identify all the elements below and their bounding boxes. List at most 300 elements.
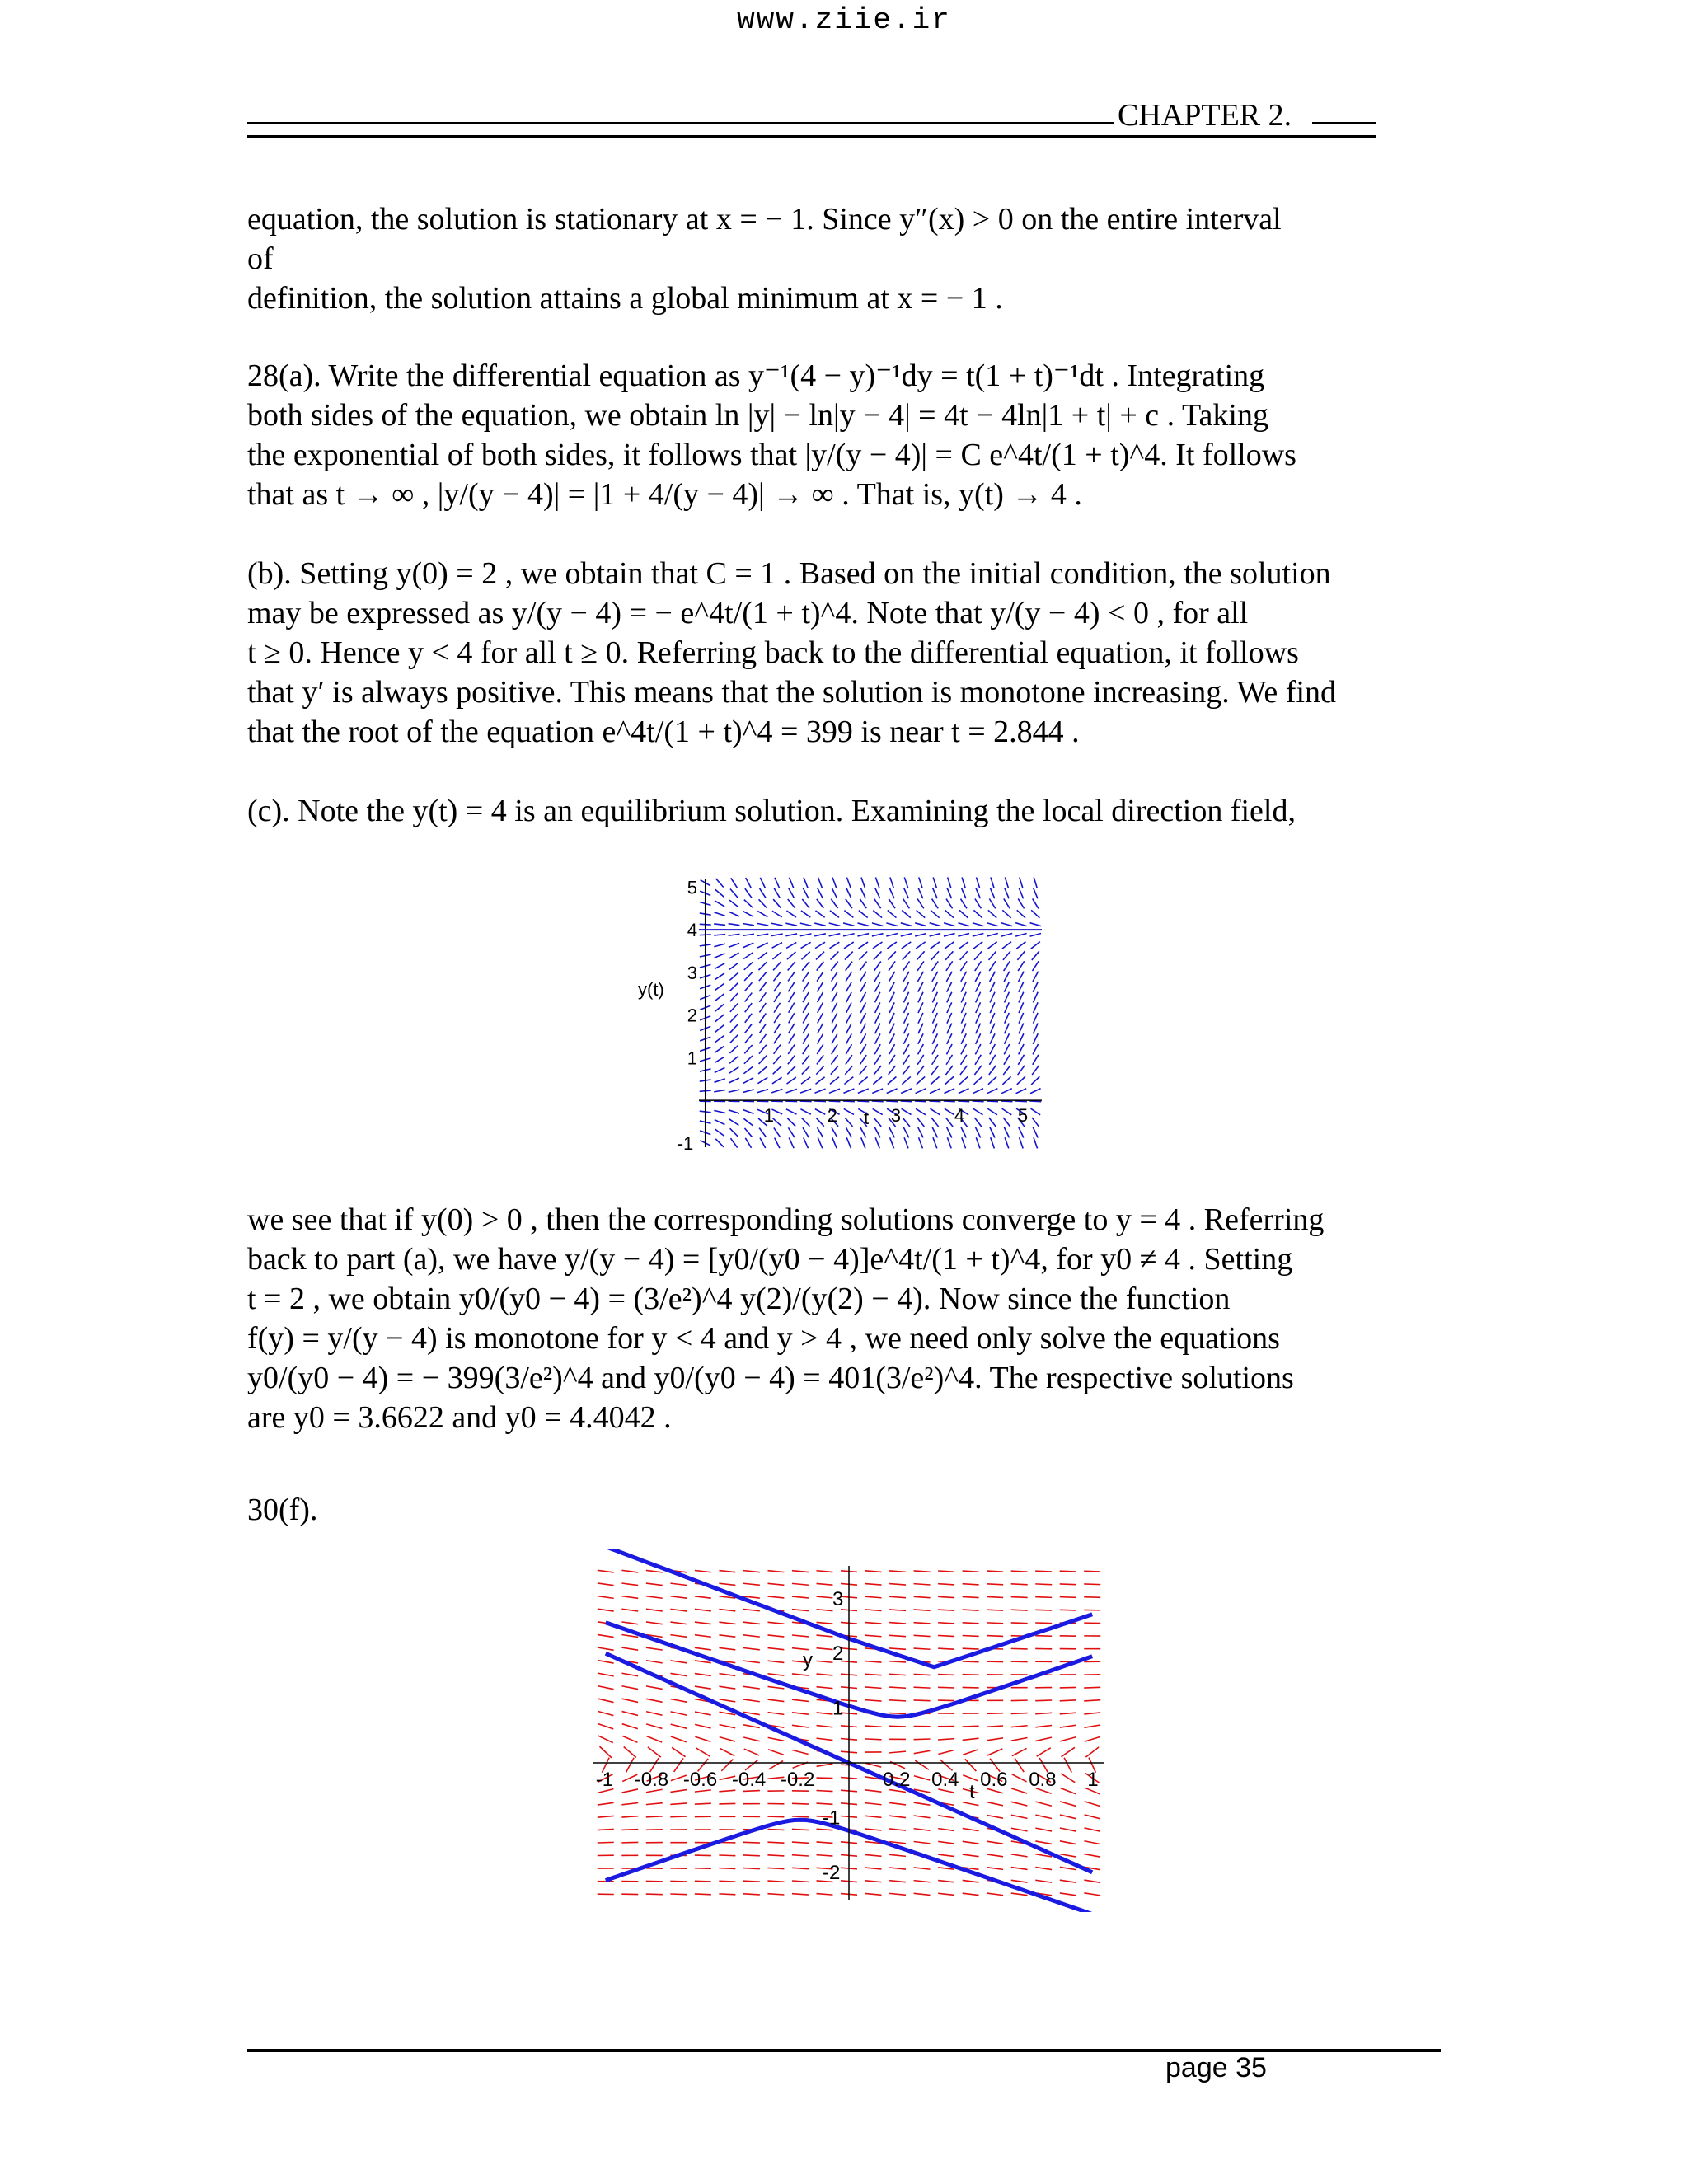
field-arrow <box>715 1025 724 1033</box>
field-arrow <box>932 1024 937 1034</box>
field-arrow <box>976 992 981 1003</box>
field-arrow <box>914 1739 931 1740</box>
field-arrow <box>743 1881 760 1882</box>
field-arrow <box>801 911 810 917</box>
field-arrow <box>1016 942 1025 949</box>
field-arrow <box>947 982 952 991</box>
field-arrow <box>1019 1127 1024 1138</box>
field-arrow <box>989 1066 996 1075</box>
field-arrow <box>759 992 766 1001</box>
x-tick-label: -0.6 <box>682 1769 718 1792</box>
field-arrow <box>991 877 994 888</box>
field-arrow <box>914 1802 931 1805</box>
field-arrow <box>874 1118 881 1127</box>
field-arrow <box>873 1108 883 1114</box>
field-arrow <box>815 1077 824 1085</box>
field-arrow <box>817 1622 833 1624</box>
field-arrow <box>817 1855 833 1856</box>
field-arrow <box>889 1571 906 1572</box>
field-arrow <box>792 1855 809 1856</box>
field-arrow <box>714 912 724 916</box>
field-arrow <box>832 878 837 888</box>
field-arrow <box>816 1118 824 1126</box>
field-arrow <box>976 1137 980 1148</box>
field-arrow <box>817 1127 823 1137</box>
field-arrow <box>729 924 740 926</box>
field-arrow <box>961 992 966 1003</box>
field-arrow <box>865 1596 882 1598</box>
field-arrow <box>1033 992 1038 1003</box>
field-arrow <box>730 1128 738 1137</box>
field-arrow <box>915 1101 926 1102</box>
text-line: y0/(y0 − 4) = − 399(3/e²)^4 and y0/(y0 − 4) = 401(3/e²)^4. The respective solutions <box>247 1361 1294 1395</box>
field-arrow <box>695 1881 711 1882</box>
field-arrow <box>817 1842 833 1843</box>
field-arrow <box>932 1013 937 1024</box>
field-arrow <box>987 1108 997 1115</box>
field-arrow <box>1002 910 1010 917</box>
field-arrow <box>945 1118 953 1127</box>
field-arrow <box>889 1881 906 1882</box>
field-arrow <box>829 923 841 926</box>
field-arrow <box>860 962 866 971</box>
field-arrow <box>818 1013 823 1023</box>
field-arrow <box>814 923 826 926</box>
field-arrow <box>888 911 897 918</box>
field-arrow <box>816 1066 823 1074</box>
field-arrow <box>865 1881 882 1882</box>
field-arrow <box>917 899 924 909</box>
field-arrow <box>1084 1687 1100 1688</box>
field-arrow <box>1034 888 1038 898</box>
field-arrow <box>792 1610 809 1611</box>
field-arrow <box>792 1699 809 1701</box>
field-arrow <box>931 961 938 971</box>
field-arrow <box>804 878 808 888</box>
field-arrow <box>1002 1076 1010 1085</box>
field-arrow <box>917 1066 925 1075</box>
field-arrow <box>930 1089 940 1094</box>
field-arrow <box>729 900 738 907</box>
field-arrow <box>1060 1867 1076 1869</box>
field-arrow <box>743 1699 760 1702</box>
field-arrow <box>1002 1108 1012 1115</box>
field-arrow <box>889 1066 896 1075</box>
field-arrow <box>938 1816 954 1818</box>
field-arrow <box>715 1120 725 1125</box>
field-arrow <box>931 951 939 959</box>
field-arrow <box>818 992 823 1002</box>
field-arrow <box>843 923 855 926</box>
field-arrow <box>914 1700 931 1701</box>
field-arrow <box>758 952 767 959</box>
field-arrow <box>772 1077 782 1084</box>
field-arrow <box>695 1635 711 1638</box>
field-arrow <box>767 1674 784 1675</box>
field-arrow <box>938 1596 954 1597</box>
field-arrow <box>671 1724 687 1728</box>
field-arrow <box>963 1738 979 1740</box>
field-arrow <box>904 1024 909 1034</box>
field-arrow <box>804 1137 809 1148</box>
field-arrow <box>815 942 825 948</box>
field-arrow <box>817 1738 833 1740</box>
field-arrow <box>976 1013 981 1024</box>
field-arrow <box>888 1076 897 1084</box>
field-arrow <box>974 1066 981 1075</box>
field-arrow <box>767 1648 784 1650</box>
field-arrow <box>729 1119 739 1126</box>
text-line: both sides of the equation, we obtain ln |y| − ln|y − 4| = 4t − 4ln|1 + t| + c . Taking <box>247 398 1268 433</box>
field-arrow <box>944 1101 955 1102</box>
field-arrow <box>1084 1828 1100 1831</box>
field-arrow <box>1016 1089 1027 1094</box>
field-arrow <box>987 1089 998 1094</box>
field-arrow <box>817 899 823 908</box>
field-arrow <box>801 1077 810 1084</box>
field-arrow <box>1060 1597 1076 1598</box>
field-arrow <box>932 992 937 1003</box>
field-arrow <box>1017 1076 1025 1085</box>
field-arrow <box>973 934 984 937</box>
field-arrow <box>832 992 837 1002</box>
field-arrow <box>832 1137 837 1148</box>
field-arrow <box>1035 1623 1052 1624</box>
field-arrow <box>961 1055 967 1065</box>
field-arrow <box>759 1024 766 1033</box>
field-arrow <box>622 1736 637 1742</box>
field-arrow <box>960 899 966 909</box>
field-arrow <box>1004 1044 1009 1054</box>
field-arrow <box>759 1045 767 1054</box>
field-arrow <box>860 1066 867 1075</box>
field-arrow <box>903 961 910 970</box>
field-arrow <box>1060 1854 1076 1857</box>
field-arrow <box>598 1661 614 1663</box>
field-arrow <box>962 878 965 888</box>
field-arrow <box>720 1737 735 1741</box>
field-arrow <box>646 1712 662 1716</box>
field-arrow <box>744 1128 752 1137</box>
field-arrow <box>973 1101 984 1102</box>
field-arrow <box>745 1014 752 1023</box>
field-arrow <box>916 1108 926 1114</box>
text-line: of <box>247 241 274 276</box>
field-arrow <box>745 1138 751 1148</box>
field-arrow <box>1060 1713 1076 1714</box>
text-line: the exponential of both sides, it follows that |y/(y − 4)| = C e^4t/(1 + t)^4. It follows <box>247 438 1296 472</box>
field-arrow <box>1015 923 1026 926</box>
figure-2-ylabel: y <box>803 1649 813 1671</box>
field-arrow <box>857 1101 869 1102</box>
field-arrow <box>719 1868 735 1869</box>
field-arrow <box>938 1648 954 1649</box>
field-arrow <box>860 1127 866 1137</box>
header-rule-lower <box>247 135 1376 138</box>
field-arrow <box>874 1055 881 1065</box>
field-arrow <box>1001 923 1012 926</box>
field-arrow <box>1015 1101 1027 1102</box>
field-arrow <box>719 1881 735 1882</box>
field-arrow <box>889 1055 895 1065</box>
field-arrow <box>730 993 738 1001</box>
field-arrow <box>930 923 940 926</box>
field-arrow <box>714 944 725 947</box>
field-arrow <box>931 1118 939 1127</box>
field-arrow <box>1020 1137 1024 1148</box>
field-arrow <box>904 888 909 898</box>
field-arrow <box>829 1089 840 1093</box>
field-arrow <box>961 982 966 992</box>
field-arrow <box>790 878 794 888</box>
x-tick-label: 1 <box>1087 1769 1099 1792</box>
field-arrow <box>800 1101 812 1102</box>
field-arrow <box>695 1596 711 1598</box>
field-arrow <box>802 1055 809 1064</box>
field-arrow <box>914 1868 931 1869</box>
field-arrow <box>846 1002 851 1012</box>
field-arrow <box>729 1056 738 1063</box>
field-arrow <box>773 962 781 970</box>
field-arrow <box>646 1596 663 1599</box>
field-arrow <box>715 901 724 907</box>
field-arrow <box>816 1803 832 1804</box>
field-arrow <box>846 962 852 971</box>
field-arrow <box>716 879 724 888</box>
figure-2-axes <box>593 1566 1104 1900</box>
field-arrow <box>622 1699 639 1702</box>
field-arrow <box>918 1033 923 1044</box>
field-arrow <box>872 1101 884 1102</box>
field-arrow <box>743 1725 760 1728</box>
field-arrow <box>767 1661 784 1662</box>
field-arrow <box>1085 1815 1100 1819</box>
field-arrow <box>743 1647 760 1649</box>
field-arrow <box>914 1881 931 1882</box>
field-arrow <box>874 1066 881 1075</box>
field-arrow <box>990 1024 995 1034</box>
field-arrow <box>1060 1584 1076 1585</box>
field-arrow <box>1001 1089 1012 1094</box>
field-arrow <box>1019 972 1025 982</box>
field-arrow <box>789 888 795 898</box>
field-arrow <box>914 1596 931 1597</box>
x-tick-label: 0.6 <box>980 1769 1008 1792</box>
field-arrow <box>1011 1893 1028 1896</box>
field-arrow <box>767 1894 784 1895</box>
field-arrow <box>865 1829 882 1830</box>
field-arrow <box>816 1790 832 1791</box>
field-arrow <box>859 951 867 959</box>
field-arrow <box>933 888 938 898</box>
field-arrow <box>960 951 968 960</box>
field-arrow <box>817 1571 833 1572</box>
field-arrow <box>973 1076 982 1085</box>
field-arrow <box>961 1033 966 1044</box>
field-arrow <box>872 1089 883 1094</box>
field-arrow <box>938 1893 954 1895</box>
field-arrow <box>817 1674 833 1675</box>
field-arrow <box>774 1034 781 1044</box>
field-arrow <box>831 952 839 960</box>
field-arrow <box>887 1089 898 1094</box>
field-arrow <box>945 1076 954 1084</box>
field-arrow <box>903 1044 909 1054</box>
field-arrow <box>730 1035 738 1043</box>
field-arrow <box>1084 1571 1100 1572</box>
field-arrow <box>743 1868 760 1869</box>
field-arrow <box>875 1013 880 1024</box>
field-arrow <box>648 1747 661 1757</box>
field-arrow <box>918 1044 924 1054</box>
field-arrow <box>792 1635 809 1637</box>
text-line: t ≥ 0. Hence y < 4 for all t ≥ 0. Referring back to the differential equation, it follows <box>247 635 1299 670</box>
field-arrow <box>743 1842 760 1843</box>
field-arrow <box>730 1014 738 1022</box>
field-arrow <box>743 1583 760 1585</box>
field-arrow <box>963 1750 978 1755</box>
field-arrow <box>914 1623 931 1624</box>
field-arrow <box>792 1583 809 1585</box>
field-arrow <box>719 1855 735 1856</box>
field-arrow <box>788 899 795 908</box>
x-tick-label: 1 <box>763 1105 774 1127</box>
field-arrow <box>903 899 910 909</box>
field-arrow <box>1011 1880 1028 1882</box>
field-arrow <box>789 1137 794 1148</box>
field-arrow <box>695 1868 711 1869</box>
field-arrow <box>646 1661 663 1663</box>
field-arrow <box>858 942 868 949</box>
field-arrow <box>1004 898 1010 908</box>
field-arrow <box>889 1726 906 1727</box>
field-arrow <box>730 1138 737 1147</box>
field-arrow <box>965 1759 976 1771</box>
field-arrow <box>745 888 752 898</box>
field-arrow <box>621 1570 638 1572</box>
field-arrow <box>1060 1687 1076 1688</box>
field-arrow <box>916 1089 926 1094</box>
field-arrow <box>774 1013 780 1023</box>
text-line: may be expressed as y/(y − 4) = − e^4t/(1 + t)^4. Note that y/(y − 4) < 0 , for all <box>247 596 1249 630</box>
field-arrow <box>831 899 837 908</box>
field-arrow <box>731 878 738 888</box>
field-arrow <box>1034 1137 1038 1148</box>
field-arrow <box>889 1033 894 1043</box>
field-arrow <box>846 1127 851 1137</box>
field-arrow <box>1033 961 1039 971</box>
field-arrow <box>730 983 738 991</box>
field-arrow <box>874 1127 880 1137</box>
field-arrow <box>958 923 968 926</box>
field-arrow <box>719 1686 735 1689</box>
field-arrow <box>865 1623 882 1624</box>
field-arrow <box>759 982 766 991</box>
field-arrow <box>917 1118 925 1127</box>
field-arrow <box>888 951 895 959</box>
field-arrow <box>1035 1700 1052 1701</box>
field-arrow <box>962 1137 966 1148</box>
field-arrow <box>915 934 926 936</box>
field-arrow <box>947 1013 952 1024</box>
field-arrow <box>831 962 838 971</box>
field-arrow <box>800 1089 811 1093</box>
field-arrow <box>1004 1127 1009 1138</box>
field-arrow <box>1085 1736 1100 1741</box>
field-arrow <box>646 1647 663 1650</box>
field-arrow <box>1019 1033 1024 1044</box>
field-arrow <box>1011 1726 1028 1727</box>
field-arrow <box>817 1635 833 1637</box>
field-arrow <box>990 992 995 1003</box>
field-arrow <box>815 911 824 917</box>
field-arrow <box>890 878 893 888</box>
field-arrow <box>786 1089 797 1093</box>
page-number: page 35 <box>1165 2052 1267 2083</box>
field-arrow <box>963 1841 979 1844</box>
field-arrow <box>901 923 912 926</box>
field-arrow <box>792 1881 809 1882</box>
direction-field-figure-2 <box>577 1549 1121 1912</box>
field-arrow <box>938 1635 954 1636</box>
field-arrow <box>938 1739 954 1740</box>
field-arrow <box>598 1686 614 1690</box>
field-arrow <box>719 1583 735 1585</box>
field-arrow <box>719 1803 735 1804</box>
field-arrow <box>865 1661 882 1662</box>
field-arrow <box>929 1101 940 1102</box>
field-arrow <box>1060 1880 1076 1882</box>
field-arrow <box>729 944 739 948</box>
x-tick-label: -1 <box>595 1769 614 1792</box>
field-arrow <box>760 888 767 898</box>
field-arrow <box>889 1002 894 1013</box>
field-arrow <box>1011 1868 1028 1870</box>
field-arrow <box>914 1674 931 1675</box>
field-arrow <box>598 1570 614 1572</box>
field-arrow <box>695 1674 711 1676</box>
field-arrow <box>1019 1024 1024 1034</box>
field-arrow <box>670 1894 687 1895</box>
field-arrow <box>743 1066 753 1074</box>
field-arrow <box>1003 1118 1010 1127</box>
field-arrow <box>788 1034 794 1044</box>
field-arrow <box>621 1609 638 1611</box>
field-arrow <box>963 1893 979 1895</box>
field-arrow <box>670 1635 687 1638</box>
field-arrow <box>1033 1044 1038 1054</box>
field-arrow <box>931 1076 939 1084</box>
x-tick-label: -0.2 <box>780 1769 815 1792</box>
field-arrow <box>914 1648 931 1649</box>
field-arrow <box>903 1118 910 1127</box>
field-arrow <box>903 972 909 982</box>
field-arrow <box>1030 933 1042 936</box>
field-arrow <box>1005 992 1010 1003</box>
field-arrow <box>976 1033 981 1044</box>
field-arrow <box>914 1571 931 1572</box>
field-arrow <box>598 1842 614 1843</box>
figure-1-y-tick-labels <box>678 877 697 1153</box>
field-arrow <box>832 1013 837 1023</box>
field-arrow <box>792 1596 809 1598</box>
field-arrow <box>831 1055 837 1064</box>
field-arrow <box>730 889 738 898</box>
field-arrow <box>802 899 809 908</box>
field-arrow <box>903 1033 908 1043</box>
field-arrow <box>803 972 809 981</box>
field-arrow <box>714 924 725 925</box>
